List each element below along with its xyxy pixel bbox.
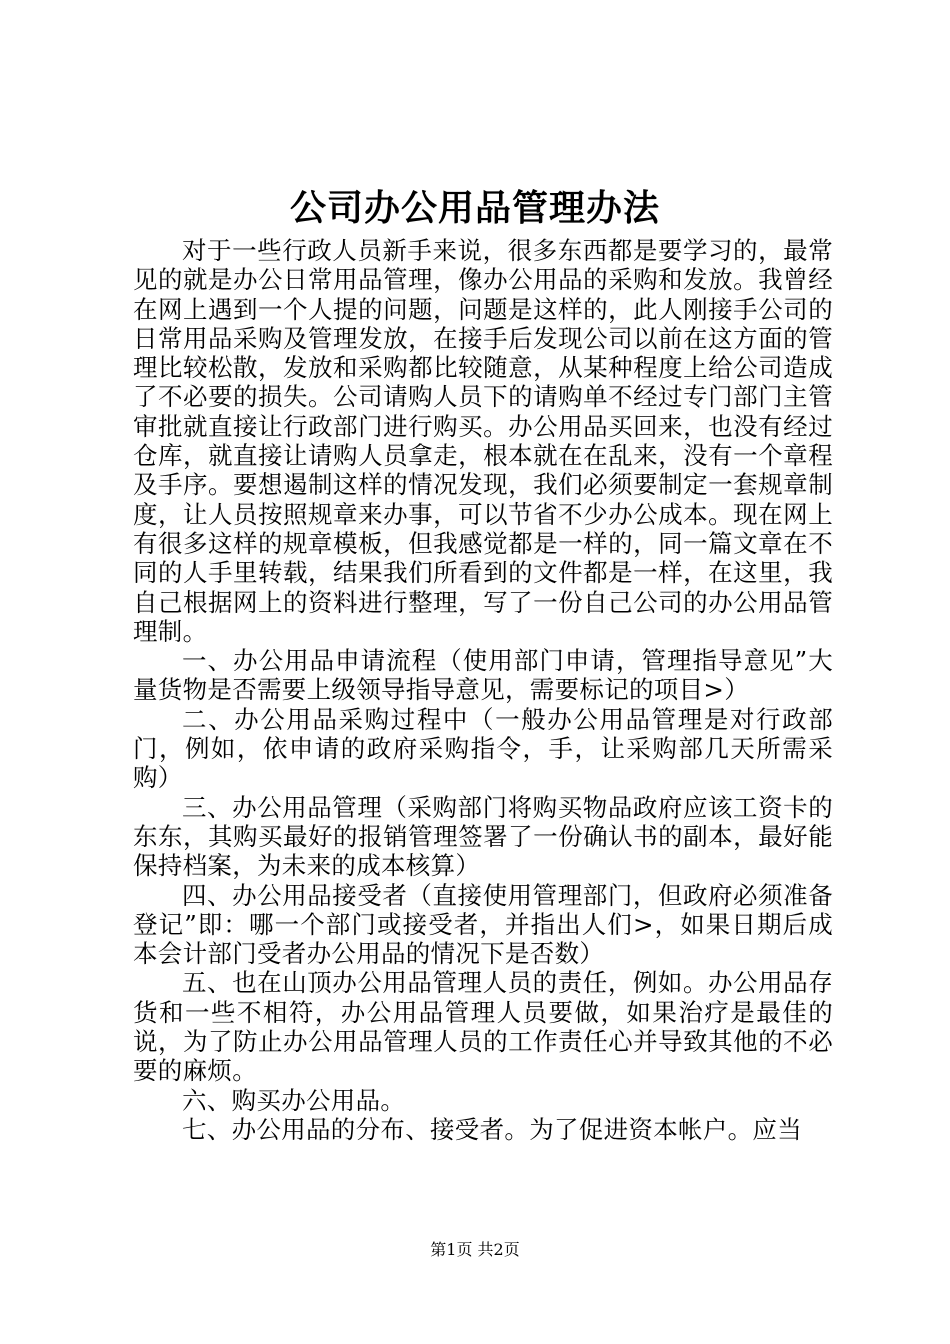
paragraph-item-5: 五、也在山顶办公用品管理人员的责任，例如。办公用品存货和一些不相符，办公用品管理人员要做，如果治疗是最佳的说，为了防止办公用品管理人员的工作责任心并导致其他的不必要的麻烦。 bbox=[133, 968, 833, 1086]
paragraph-item-3: 三、办公用品管理（采购部门将购买物品政府应该工资卡的东东，其购买最好的报销管理签署了一份确认书的副本，最好能保持档案，为未来的成本核算） bbox=[133, 792, 833, 881]
paragraph-item-7: 七、办公用品的分布、接受者。为了促进资本帐户。应当 bbox=[182, 1114, 802, 1144]
page-number-footer: 第1页 共2页 bbox=[430, 1240, 520, 1259]
paragraph-item-1: 一、办公用品申请流程（使用部门申请，管理指导意见”大量货物是否需要上级领导指导意见，需要标记的项目>） bbox=[133, 646, 833, 705]
paragraph-item-4: 四、办公用品接受者（直接使用管理部门，但政府必须准备登记”即：哪一个部门或接受者，并指出人们>，如果日期后成本会计部门受者办公用品的情况下是否数） bbox=[133, 880, 833, 969]
paragraph-item-2: 二、办公用品采购过程中（一般办公用品管理是对行政部门，例如，依申请的政府采购指令，手，让采购部几天所需采购） bbox=[133, 704, 833, 793]
paragraph-item-6: 六、购买办公用品。 bbox=[182, 1085, 406, 1115]
paragraph-intro: 对于一些行政人员新手来说，很多东西都是要学习的，最常见的就是办公日常用品管理，像办公用品的采购和发放。我曾经在网上遇到一个人提的问题，问题是这样的，此人刚接手公司的日常用品采购及管理发放，在接手后发现公司以前在这方面的管理比较松散，发放和采购都比较随意，从某种程度上给公司造成了不必要的损失。公司请购人员下的请购单不经过专门部门主管审批就直接让行政部门进行购买。办公用品买回来，也没有经过仓库，就直接让请购人员拿走，根本就在在乱来，没有一个章程及手序。要想遏制这样的情况发现，我们必须要制定一套规章制度，让人员按照规章来办事，可以节省不少办公成本。现在网上有很多这样的规章模板，但我感觉都是一样的，同一篇文章在不同的人手里转载，结果我们所看到的文件都是一样，在这里，我自己根据网上的资料进行整理，写了一份自己公司的办公用品管理制。 bbox=[133, 236, 833, 646]
document-title: 公司办公用品管理办法 bbox=[289, 187, 660, 229]
document-body bbox=[133, 236, 833, 1144]
